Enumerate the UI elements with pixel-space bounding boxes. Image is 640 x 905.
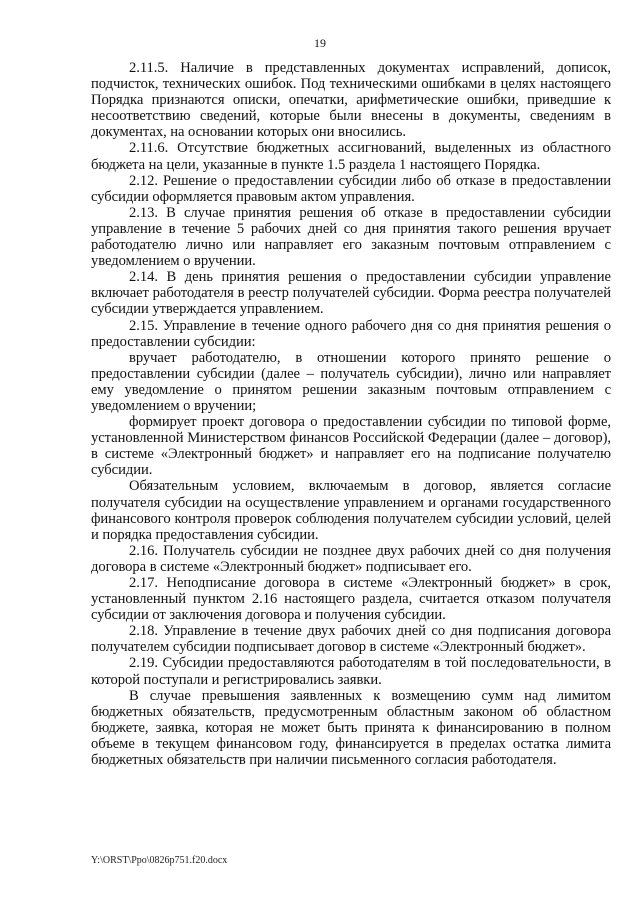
paragraph-2-19: 2.19. Субсидии предоставляются работодателям в той последовательности, в которой поступали и регистрировались заявки. (91, 655, 611, 688)
paragraph-2-15: 2.15. Управление в течение одного рабочего дня со дня принятия решения о предоставлении субсидии: (91, 317, 611, 350)
paragraph-2-13: 2.13. В случае принятия решения об отказе в предоставлении субсидии управление в течение 5 рабочих дней со дня принятия такого решения вручает работодателю лично или направляет его заказным почтовым отправлением с уведомлением о вручении. (91, 204, 611, 270)
paragraph-limit-excess: В случае превышения заявленных к возмещению сумм над лимитом бюджетных обязательств, предусмотренным областным законом об областном бюджете, заявка, которая не может быть принята к финансированию в полном объеме в текущем финансовом году, финансируется в пределах остатка лимита бюджетных обязательств при наличии письменного согласия работодателя. (91, 687, 611, 769)
page-number: 19 (314, 36, 326, 50)
paragraph-2-16: 2.16. Получатель субсидии не позднее двух рабочих дней со дня получения договора в системе «Электронный бюджет» подписывает его. (91, 542, 611, 575)
paragraph-2-14: 2.14. В день принятия решения о предоставлении субсидии управление включает работодателя в реестр получателей субсидии. Форма реестра получателей субсидии утверждается управлением. (91, 269, 611, 318)
paragraph-2-18: 2.18. Управление в течение двух рабочих дней со дня подписания договора получателем субсидии подписывает договор в системе «Электронный бюджет». (91, 623, 611, 656)
paragraph-2-11-5: 2.11.5. Наличие в представленных документах исправлений, дописок, подчисток, технических ошибок. Под техническими ошибками в целях настоящего Порядка признаются описки, опечатки, арифметические ошибки, приведшие к несоответствию сведений, которые были внесены в документы, сведениям в документах, на основании которых они вносились. (91, 60, 611, 141)
paragraph-mandatory-condition: Обязательным условием, включаемым в договор, является согласие получателя субсидии на осуществление управлением и органами государственного финансового контроля проверок соблюдения получателем субсидии условий, целей и порядка предоставления субсидии. (91, 478, 611, 543)
document-body (91, 60, 611, 768)
paragraph-2-12: 2.12. Решение о предоставлении субсидии либо об отказе в предоставлении субсидии оформляется правовым актом управления. (91, 172, 611, 205)
footer-file-path: Y:\ORST\Ppo\0826p751.f20.docx (91, 855, 228, 866)
paragraph-2-17: 2.17. Неподписание договора в системе «Электронный бюджет» в срок, установленный пунктом 2.16 настоящего раздела, считается отказом получателя субсидии от заключения договора и получения субсидии. (91, 575, 611, 624)
paragraph-2-15-item-1: вручает работодателю, в отношении которого принято решение о предоставлении субсидии (далее – получатель субсидии), лично или направляет ему уведомление о принятом решении заказным почтовым отправлением с уведомлением о вручении; (91, 349, 611, 414)
paragraph-2-11-6: 2.11.6. Отсутствие бюджетных ассигнований, выделенных из областного бюджета на цели, указанные в пункте 1.5 раздела 1 настоящего Порядка. (91, 140, 611, 173)
paragraph-2-15-item-2: формирует проект договора о предоставлении субсидии по типовой форме, установленной Министерством финансов Российской Федерации (далее – договор), в системе «Электронный бюджет» и направляет его на подписание получателю субсидии. (91, 414, 611, 479)
